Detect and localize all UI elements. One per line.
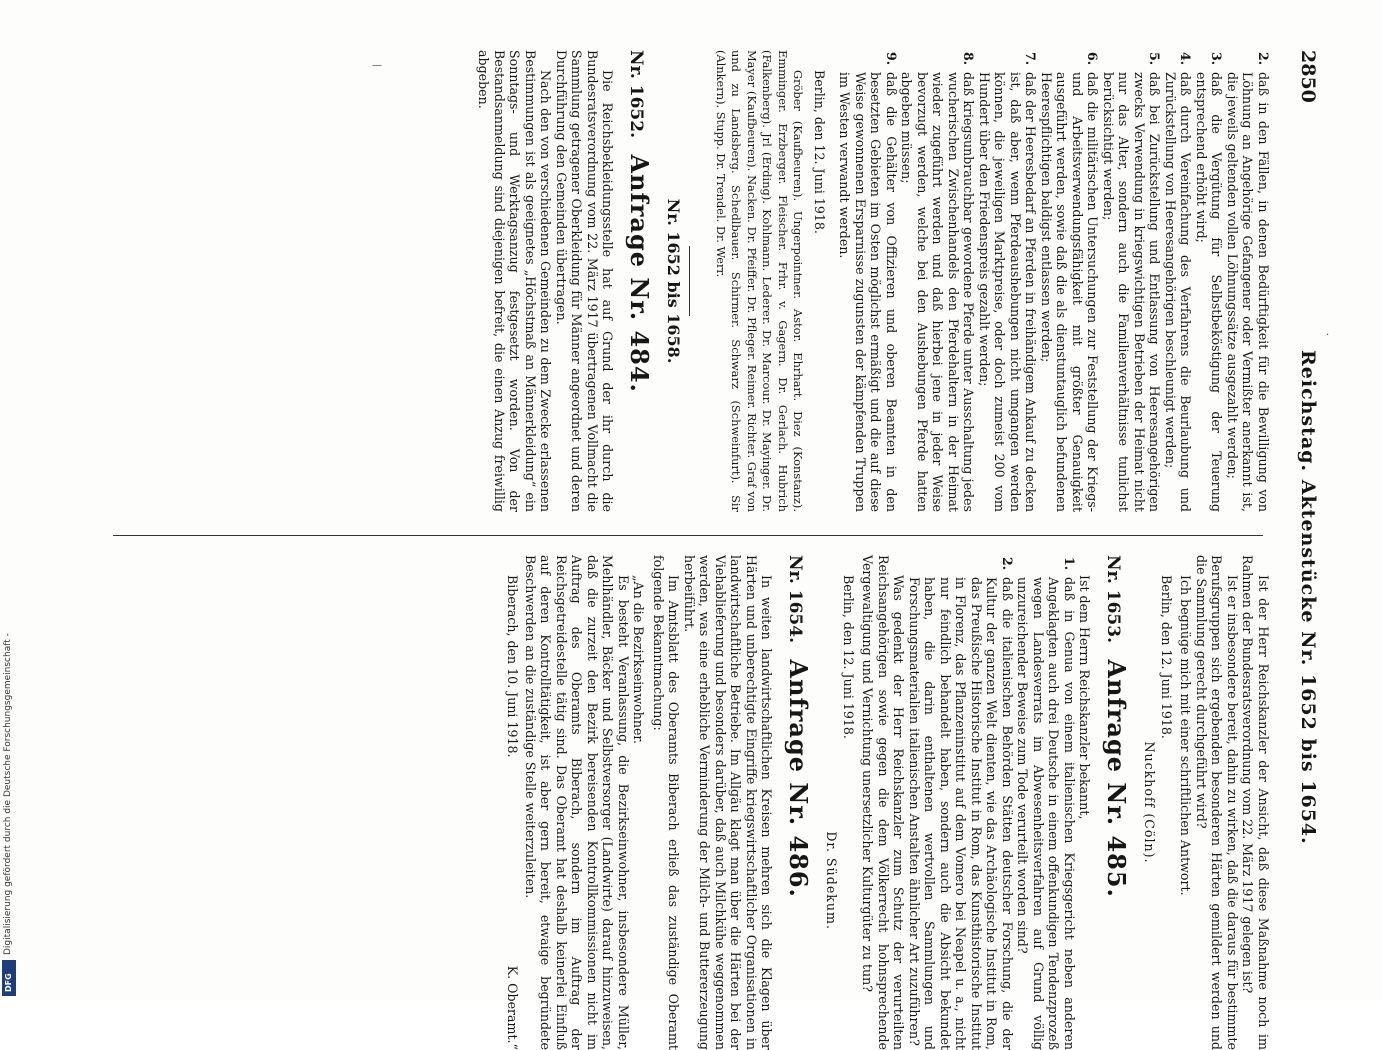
dateline: Berlin, den 12. Juni 1918. — [812, 70, 827, 234]
paragraph: Ich begnüge mich mit einer schriftlichen Antwort. — [1178, 575, 1194, 896]
item-number: 8. — [961, 52, 977, 66]
list-item — [899, 50, 977, 512]
list-item — [1101, 50, 1163, 512]
column-divider — [113, 535, 1263, 536]
item-number: 2. — [1000, 557, 1015, 571]
item-text: daß der Heeresbedarf an Pferden in freihändigem Ankauf zu decken ist, daß aber, wenn Pferdeaushebungen nicht umgangen werden können, die jeweiligen Marktpreise, oder doch zumeist 200 vom Hundert über den Friedenspreis gezahlt werden; — [977, 72, 1039, 512]
anfrage-title: Anfrage Nr. 484. — [625, 154, 655, 393]
anfrage-485-heading — [1103, 555, 1132, 1050]
left-column — [101, 50, 1271, 512]
list-item — [907, 555, 1016, 1050]
item-text: daß in den Fällen, in denen Bedürftigkeit für die Bewilligung von Löhnung an Angehörige Gefangener oder Vermißter anerkannt ist, die jeweils geltenden vollen Löhnungssätze ausgezahlt werden; — [1225, 72, 1271, 512]
anfrage-486-heading — [785, 555, 814, 1050]
paragraph: Nach den von verschiedenen Gemeinden zu dem Zwecke erlassenen Bestimmungen ist als geeignetes „Höchstmaß an Männerkleidung“ ein Sonntags- und Werktagsanzug festgesetzt worden. Von der Bestandsanmeldung sind diejenigen befreit, die einen Anzug freiwillig abgeben. — [476, 50, 554, 512]
signer: Nuckhoff (Cöln). — [1142, 741, 1158, 864]
scan-mark: · — [1326, 330, 1330, 341]
document-number: Nr. 1654. — [785, 555, 806, 644]
quote-paragraph: Es besteht Veranlassung, die Bezirkseinwohner, insbesondere Müller, Mehlhändler, Bäcker und Selbstversorger (Landwirte) darauf hinzuweisen, daß die zurzeit den Bezirk bereisenden Kontrollkommissionen nicht im Auftrag des Oberamts Biberach, sondern im Auftrag der Reichsgetreidestelle tätig sind. Das Oberamt hat deshalb keinerlei Einfluß auf deren Kontrolltätigkeit, ist aber gern bereit, etwaige begründete Beschwerden an die zuständige Stelle weiterzuleiten. — [523, 555, 631, 1050]
item-text: daß die italienischen Behörden Stätten deutscher Forschung, die der Kultur der ganzen Welt dienten, wie das Archäologische Institut in Rom, das Preußische Historische Institut in Rom, das Kunsthistorische Institut in Florenz, das Pflanzeninstitut auf dem Vomero bei Neapel u. a., nicht nur feindlich behandelt haben, sondern auch die Absicht bekundet haben, die darin enthaltenen wertvollen Sammlungen und Forschungsmaterialien italienischen Anstalten ähnlicher Art zuzuführen? — [907, 577, 1015, 1050]
item-number: 7. — [1023, 52, 1039, 66]
item-number: 6. — [1085, 52, 1101, 66]
item-number: 1. — [1062, 557, 1077, 571]
anfrage-title: Anfrage Nr. 485. — [1102, 659, 1132, 898]
page-number: 2850 — [1297, 50, 1319, 103]
list-item — [1225, 50, 1272, 512]
list-item — [1039, 50, 1101, 512]
item-number: 3. — [1209, 52, 1225, 66]
paragraph: In weiten landwirtschaftlichen Kreisen mehren sich die Klagen über Härten und unberechtigte Eingriffe kriegswirtschaftlicher Organisationen in landwirtschaftliche Betriebe. Im Allgäu klagt man über die Härten bei der Viehablieferung und besonders darüber, daß auch Milchkühe weggenommen werden, was eine erhebliche Verminderung der Milch- und Buttererzeugung herbeiführt. — [682, 555, 775, 1050]
quote-footer — [505, 555, 523, 1050]
item-text: daß in Genua von einem italienischen Kriegsgericht neben anderen Angeklagten auch drei Deutsche in einem offenkundigen Tendenzprozeß wegen Landesverrats im Abwesenheitsverfahren auf Grund völlig unzureichender Beweise zum Tode verurteilt worden sind? — [1015, 577, 1077, 1050]
quote-signer: K. Oberamt.“ — [505, 965, 521, 1050]
anfrage-484-heading — [626, 50, 655, 512]
digitization-note: Digitalisierung gefördert durch die Deutsche Forschungsgemeinschaft - — [3, 633, 13, 955]
item-text: daß die militärischen Untersuchungen zur Feststellung der Kriegs- und Arbeitsverwendungsfähigkeit mit größter Genauigkeit ausgeführt werden, sowie daß die als dienstuntauglich befundenen Heerespflichtigen baldigst entlassen werden; — [1039, 72, 1101, 512]
item-text: daß bei Zurückstellung und Entlassung von Heeresangehörigen zwecks Verwendung in kriegswichtigen Betrieben der Heimat nicht nur das Alter, sondern auch die Familienverhältnisse tunlichst berücksichtigt werden; — [1101, 72, 1163, 512]
quote-dateline: Biberach, den 10. Juni 1918. — [505, 575, 521, 758]
document-number: Nr. 1652. — [626, 50, 647, 139]
paragraph: Die Reichsbekleidungsstelle hat auf Grund der ihr durch die Bundesratsverordnung vom 22. März 1917 übertragenen Vollmacht die Sammlung getragener Oberkleidung für Männer angeordnet und deren Durchführung den Gemeinden übertragen. — [554, 50, 616, 512]
quote-paragraph: „An die Bezirkseinwohner. — [631, 575, 647, 745]
item-number: 9. — [884, 52, 899, 66]
section-rule — [690, 246, 691, 316]
right-column — [101, 555, 1271, 1050]
page-header — [1279, 50, 1319, 1050]
list-item — [837, 50, 899, 512]
item-number: 5. — [1147, 52, 1163, 66]
dfg-logo-text: DFG — [4, 973, 13, 992]
item-number: 4. — [1178, 52, 1194, 66]
dateline: Berlin, den 12. Juni 1918. — [1159, 575, 1174, 739]
rotated-page — [111, 50, 1319, 1050]
signatories: Gröber (Kaufbeuren). Ungerpointner. Astor. Ehrhart. Diez (Konstanz). Emminger. Erzberger. Fleischer. Frhr. v. Gagern. Dr. Gerlach. Hubrich (Falkenberg). Jrl (Erding). Kohlmann. Lederer. Dr. Marcour. Dr. Mayinger. Dr. Mayer (Kaufbeuren). Nacken. Dr. Pfeiffer. Dr. Pfleger. Reimer. Richter. Graf von und zu Landsberg. Schedlbauer. Schirmer. Schwarz (Schweinfurt). Sir (Alnkern). Stupp. Dr. Trendel. Dr. Werr. — [714, 50, 806, 512]
item-text: daß kriegsunbrauchbar gewordene Pferde unter Ausschaltung jedes wucherischen Zwischenhandels den Pferdehaltern in der Heimat wieder zugeführt werden und daß hierbei jene in jeder Weise bevorzugt werden, welche bei den Aushebungen Pferde hatten abgeben müssen; — [899, 72, 977, 512]
dfg-logo — [2, 960, 16, 996]
item-text: daß die Gehälter von Offizieren und oberen Beamten in den besetzten Gebieten im Osten möglichst ermäßigt und die auf diese Weise gewonnenen Ersparnisse zugunsten der kämpfenden Truppen im Westen verwandt werden. — [837, 72, 899, 512]
list-item — [1015, 555, 1077, 1050]
range-title: Nr. 1652 bis 1658. — [664, 198, 684, 364]
paragraph: Ist dem Herrn Reichskanzler bekannt, — [1077, 575, 1093, 820]
dateline: Berlin, den 12. Juni 1918. — [841, 575, 856, 739]
scan-mark: — — [372, 60, 382, 71]
running-title: Reichstag. Aktenstücke Nr. 1652 bis 1654. — [1297, 350, 1319, 845]
paragraph: Was gedenkt der Herr Reichskanzler zum Schutz der verurteilten Reichsangehörigen sowie gegen die dem Völkerrecht hohnsprechende Vergewaltigung und Vernichtung unersetzlicher Kulturgüter zu tun? — [860, 555, 907, 1050]
item-text: daß durch Vereinfachung des Verfahrens die Beurlaubung und Zurückstellung von Heeresangehörigen beschleunigt werden; — [1163, 72, 1194, 512]
item-number: 2. — [1256, 52, 1271, 66]
anfrage-title: Anfrage Nr. 486. — [784, 659, 814, 898]
document-number: Nr. 1653. — [1103, 555, 1124, 644]
list-item — [1163, 50, 1194, 512]
list-item — [1194, 50, 1225, 512]
list-item — [977, 50, 1039, 512]
item-text: daß die Vergütung für Selbstbeköstigung der Teuerung entsprechend erhöht wird; — [1194, 72, 1225, 512]
paragraph: Ist er insbesondere bereit, dahin zu wirken, daß die daraus für bestimmte Berufsgruppen sich ergebenden besonderen Härten gemildert werden und die Sammlung gerecht durchgeführt wird? — [1194, 555, 1240, 1050]
signer: Dr. Südekum. — [824, 831, 840, 930]
paragraph: Ist der Herr Reichskanzler der Ansicht, daß diese Maßnahme noch im Rahmen der Bundesratsverordnung vom 22. März 1917 gelegen ist? — [1240, 555, 1271, 1050]
paragraph: Im Amtsblatt des Oberamts Biberach erließ das zuständige Oberamt folgende Bekanntmachung: — [651, 555, 682, 1050]
